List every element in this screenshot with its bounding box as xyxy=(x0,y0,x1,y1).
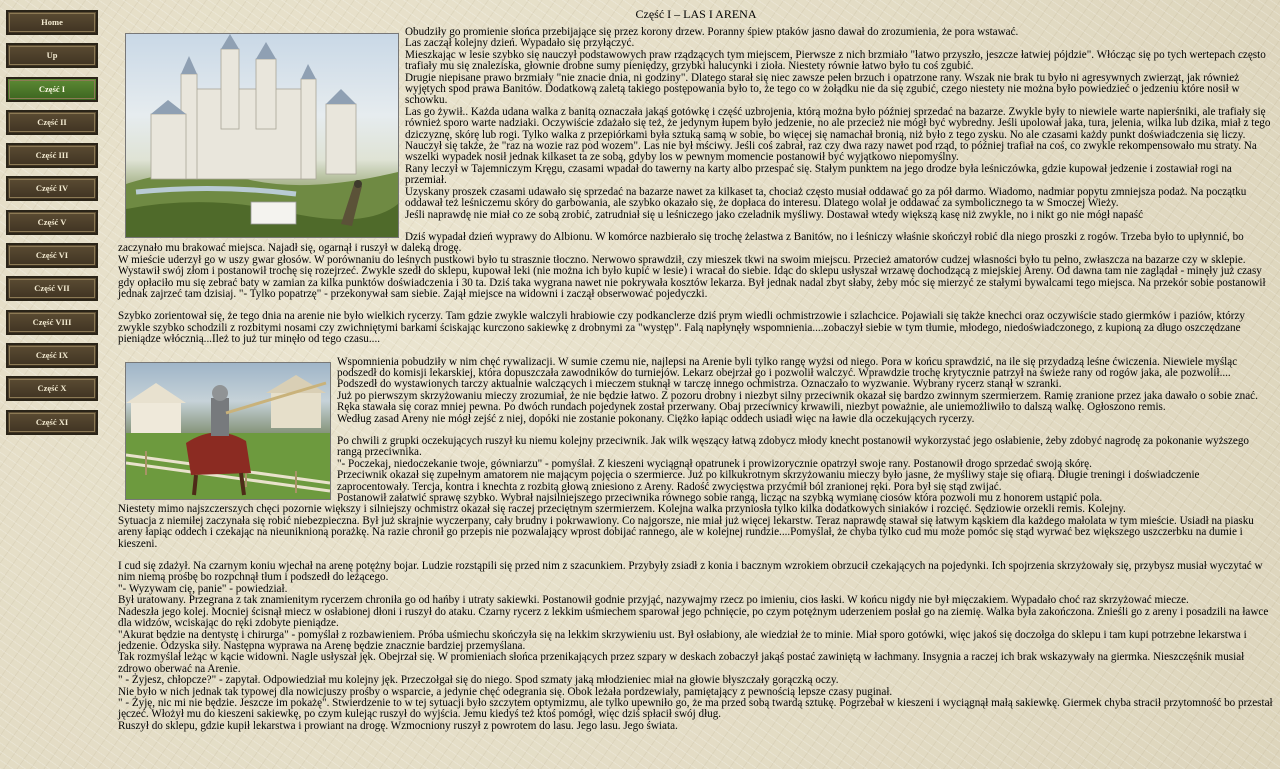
nav-home-button[interactable]: Home xyxy=(6,10,98,35)
nav-part-3-button[interactable]: Część III xyxy=(6,143,98,168)
castle-illustration xyxy=(125,33,399,238)
article-line: Mieszkając w lesie szybko się nauczył podstawowych praw rządzących tym miejscem, Pierwsze z nich brzmiało "łatwo przyszło, jeszcze łatwiej pójdzie". Włócząc się po tych wertepach często trafiały mu się znaleziska, głownie drobne sumy pieniędzy, grzybki halucynki i zioła. Niestety równie łatwo było tu coś zgubić. xyxy=(405,48,1266,73)
nav-part-7-button[interactable]: Część VII xyxy=(6,276,98,301)
nav-part-9-button[interactable]: Część IX xyxy=(6,343,98,368)
article-line: I cud się zdażył. Na czarnym koniu wjechał na arenę potężny bojar. Ludzie rozstąpili się przed nim z szacunkiem. Przybyły zsiadł z konia i bacznym wzrokiem obrzucił czekających na pojedynki. Ich spojrzenia skrzyżowały się, przybysz musiał wyczytać w nim niemą prośbę bo rozpchnął tłum i podszedł do leżącego. xyxy=(118,560,1263,584)
article-line: Według zasad Areny nie mógł zejść z niej, dopóki nie zostanie pokonany. Ciężko łapiąc oddech usiadł więc na ławie dla oczekujących rycerzy. xyxy=(337,412,975,425)
sidebar-nav xyxy=(6,10,98,443)
nav-part-11-button[interactable]: Część XI xyxy=(6,410,98,435)
article-line: Niestety mimo najszczerszych chęci pozornie większy i silniejszy ochmistrz okazał się raczej przeciętnym szermierzem. Kolejna walka przyniosła tylko kilka dodatkowych siniaków i rozcięć. Sędziowie orzekli remis. Kolejny. xyxy=(118,503,1126,516)
article-line: " - Żyjesz, chłopcze?" - zapytał. Odpowiedział mu kolejny jęk. Przeczołgał się do niego. Spod szmaty jaką młodzieniec miał na głowie błyszczały gorączką oczy. xyxy=(118,674,839,687)
article-line: Rany leczył w Tajemniczym Kręgu, czasami wpadał do tawerny na karty albo przespać się. Stałym punktem na jego drodze była leśniczówka, gdzie kupował jedzenie i zostawiał rogi na przemiał. xyxy=(405,162,1232,187)
article-line: Nadeszła jego kolej. Mocniej ścisnął miecz w osłabionej dłoni i ruszył do ataku. Czarny rycerz z lekkim uśmiechem sparował jego pchnięcie, po czym potężnym uderzeniem posłał go na ziemię. Walka była zakończona. Znieśli go z areny i posadzili na ławce dla widzów, wciskając do ręki zdobyte pieniądze. xyxy=(118,605,1269,630)
article-block-3 xyxy=(118,311,1274,345)
article-line: Już po pierwszym skrzyżowaniu mieczy zrozumiał, że nie będzie łatwo. Z pozoru drobny i niezbyt silny przeciwnik okazał się bardzo zwinnym szermierzem. Ramię zranione przez jaka dawało o sobie znać. Ręka stawała się coraz mniej pewna. Po dwóch rundach pojedynek został przerwany. Obaj przeciwnicy krwawili, niezbyt poważnie, ale uniemożliwiło to dalszą walkę. Ogłoszono remis. xyxy=(337,389,1258,414)
article-line: "- Wyzywam cię, panie" - powiedział. xyxy=(118,582,288,595)
article-line: Obudziły go promienie słońca przebijające się przez korony drzew. Poranny śpiew ptaków jasno dawał do zrozumienia, że pora wstawać. xyxy=(405,26,1019,38)
article-line: Nauczył się także, że "raz na wozie raz pod wozem". Las nie był mściwy. Jeśli coś zabrał, raz czy dwa razy nawet pod rząd, to później trafiał na coś, co zwykle rekompensowało mu straty. Na wszelki wypadek nosił jednak kilkaset ta ze sobą, gdyby los w pewnym momencie postanowił być wyjątkowo niepomyślny. xyxy=(405,140,1257,164)
article-line: Był uratowany. Przegrana z tak znamienitym rycerzem chroniła go od hańby i utraty sakiewki. Postanowił godnie przyjąć, nazywajmy rzecz po imieniu, cios łaski. W końcu nigdy nie był mięczakiem. Wypadało choć raz skrzyżować miecze. xyxy=(118,594,1189,607)
nav-part-10-button[interactable]: Część X xyxy=(6,376,98,401)
article-block-6 xyxy=(118,561,1274,732)
nav-part-8-button[interactable]: Część VIII xyxy=(6,310,98,335)
nav-part-6-button[interactable]: Część VI xyxy=(6,243,98,268)
nav-part-2-button[interactable]: Część II xyxy=(6,110,98,135)
page-title: Część I – LAS I ARENA xyxy=(635,7,757,21)
article-line: Wspomnienia pobudziły w nim chęć rywalizacji. W sumie czemu nie, najlepsi na Arenie byli tylko rangę wyżsi od niego. Pora w końcu sprawdzić, na ile się przydadzą leśne ćwiczenia. Niewiele myśląc podszedł do komisji lekarskiej, która dopuszczała zawodników do turniejów. Lekarz obejrzał go i pozwolił walczyć. Wprawdzie trochę krytycznie patrzył na świeże rany od rogów jaka, ale pozwolił.... xyxy=(337,355,1238,379)
article-line: W mieście uderzył go w uszy gwar głosów. W porównaniu do leśnych pustkowi było tu strasznie tłoczno. Nerwowo sprawdził, czy mieszek tkwi na swoim miejscu. Przecież amatorów cudzej własności było tu pełno, zwłaszcza na bazarze czy w sklepie. xyxy=(118,253,1246,266)
article-block-4-wrap xyxy=(118,357,1274,551)
article-block-2 xyxy=(118,232,1274,300)
article-line: Dziś wypadał dzień wyprawy do Albionu. W komórce nazbierało się trochę żelastwa z Banitów, no i leśniczy właśnie skończył robić dla niego proszki z rogów. Trzeba było to upłynnić, bo zaczynało mu brakować miejsca. Najadł się, ogarnął i ruszył w daleką drogę. xyxy=(118,230,1244,255)
article-line: Podszedł do wystawionych tarczy aktualnie walczących i mieczem stuknął w tarczę innego ochmistrza. Oznaczało to wyzwanie. Wybrany rycerz stanął w szranki. xyxy=(337,378,1062,391)
article-line: " - Żyję, nic mi nie będzie. Jeszcze im pokażę". Stwierdzenie to w tej sytuacji było szczytem optymizmu, ale tylko upewniło go, że ma przed sobą twardą sztukę. Pogrzebał w kieszeni i wyciągnął małą sakiewkę. Giermek chyba stracił przytomność bo przestał jęczeć. Włożył mu do kieszeni sakiewkę, po czym kulejąc ruszył do wyjścia. Jemu kiedyś też ktoś pomógł, więc dziś spłacił swój dług. xyxy=(118,696,1273,721)
article-line: "Akurat będzie na dentystę i chirurga" - pomyślał z rozbawieniem. Próba uśmiechu skończyła się na lekkim skrzywieniu ust. Był osłabiony, ale wiedział że to minie. Miał sporo gotówki, więc jakoś się doczołga do sklepu i tam kupi potrzebne lekarstwa i jedzenie. Odzyska siły. Następna wyprawa na Arenę będzie znacznie bardziej przemyślana. xyxy=(118,628,1247,652)
article-line: Po chwili z grupki oczekujących ruszył ku niemu kolejny przeciwnik. Jak wilk węszący łatwą zdobycz młody knecht postanowił wykorzystać jego osłabienie, żeby zdobyć nagrodę za pokonanie wyższego rangą przeciwnika. xyxy=(337,435,1250,459)
article-line: Uzyskany proszek czasami udawało się sprzedać na bazarze nawet za kilkaset ta, chociaż często musiał oddawać go za pół darmo. Wiadomo, nadmiar popytu zmniejsza podaż. Na początku oddawał też leśniczemu skóry do garbowania, ale szybko okazało się, że dopłaca do interesu. Dlatego wolał je oddawać za symbolicznego ta w Smoczej Wieży. xyxy=(405,185,1247,210)
article-line: "- Poczekaj, niedoczekanie twoje, gówniarzu" - pomyślał. Z kieszeni wyciągnął opatrunek i prowizorycznie opatrzył swoje rany. Postanowił drogo sprzedać swoją skórę. xyxy=(337,457,1092,470)
article-line: Szybko zorientował się, że tego dnia na arenie nie było wielkich rycerzy. Tam gdzie zwykle walczyli hrabiowie czy podkanclerze dziś prym wiedli ochmistrzowie i szlachcice. Pojawiali się także knechci oraz oczywiście stado giermków i paziów, którzy zwykle szybko schodzili z rozbitymi nosami czy zwichniętymi barkami ściskając kurczono sakiewkę z drobnymi za "występ". Falą napłynęły wspomnienia....zobaczył siebie w tym tłumie, młodego, niedoświadczonego, z kupioną za długo oszczędzane pieniądze włócznią...Ileż to już tur minęło od tego czasu.... xyxy=(118,310,1245,346)
article-line: Drugie niepisane prawo brzmiały "nie znacie dnia, ni godziny". Dlatego starał się niec zawsze pełen brzuch i opatrzone rany. Wszak nie brak tu było ni agresywnych zwierząt, jak również wyjętych spod prawa Banitów. Dodatkową zaletą takiego postępowania było to, że tego co w żołądku nie da się zgubić, czego niestety nie można było powiedzieć o jedzeniu które nosił w schowku. xyxy=(405,71,1240,107)
nav-part-5-button[interactable]: Część V xyxy=(6,210,98,235)
nav-part-1-button[interactable]: Część I xyxy=(6,77,98,102)
article-line: Postanowił załatwić sprawę szybko. Wybrał najsilniejszego przeciwnika równego sobie rangą, licząc na szybką wymianę ciosów która pozwoli mu z honorem ustąpić pola. xyxy=(337,492,1103,505)
article-line: Przeciwnik okazał się zupełnym amatorem nie mającym pojęcia o szermierce. Już po kilkukrotnym skrzyżowaniu mieczy było jasne, że myśliwy staje się ofiarą. Długie treningi i doświadczenie zaprocentowały. Tercja, kontra i knechta z rozbitą głową zniesiono z Areny. Radość zwycięstwa przyćmił ból zranionej ręki. Pora był się stąd zwijać. xyxy=(337,469,1200,493)
article-line: Wystawił swój złom i postanowił trochę się rozejrzeć. Zwykle szedł do sklepu, kupował leki (nie można ich było kupić w lesie) i wracał do siebie. Idąc do sklepu usłyszał wrzawę dochodzącą z miejskiej Areny. Od dawna tam nie zaglądał - minęły już czasy gdy opłaciło mu się zebrać baty w zamian za kilka punktów doświadczenia i 30 ta. Dziś taka wygrana nawet nie pokrywała kosztów lekarza. Był jednak nadal zbyt słaby, żeby móc się mierzyć ze stałymi bywalcami tego miejsca. Na przekór sobie postanowił jednak zajrzeć tam dzisiaj. "- Tylko popatrzę" - przekonywał sam siebie. Zajął miejsce na widowni i zaczął obserwować pojedyczki. xyxy=(118,265,1266,300)
nav-part-4-button[interactable]: Część IV xyxy=(6,176,98,201)
article-line: Nie było w nich jednak tak typowej dla nowicjuszy prośby o wsparcie, a jedynie chęć odegrania się. Obok leżała pordzewiały, pamiętający z pewnością lepsze czasy puginał. xyxy=(118,685,893,698)
article-line: Sytuacja z niemiłej zaczynała się robić niebezpieczna. Był już skrajnie wyczerpany, cały brudny i pokrwawiony. Co najgorsze, nie miał już więcej lekarstw. Teraz naprawdę stawał się łatwym kąskiem dla każdego małolata w tym mieście. Usiadł na piasku areny łapiąc oddech i czekając na nieuniknioną porażkę. Na razie chronił go przepis nie pozwalający wprost dobijać rannego, ale w kolejnej rundzie....Pomyślał, że chyba tylko cud mu może pomóc się stąd wyrwać bez większego uszczerbku na dumie i kieszeni. xyxy=(118,514,1254,550)
jousting-illustration xyxy=(125,362,331,500)
article-line: Las zaczął kolejny dzień. Wypadało się przyłączyć. xyxy=(405,37,635,50)
article-line: Tak rozmyślał leżąc w kącie widowni. Nagle usłyszał jęk. Obejrzał się. W promieniach słońca przenikających przez szpary w deskach zobaczył jakąś postać zawiniętą w łachmany. Insygnia a raczej ich brak wskazywały na giermka. Nieszczęśnik musiał zdrowo oberwać na Arenie. xyxy=(118,651,1245,675)
article-line: Jeśli naprawdę nie miał co ze sobą zrobić, zatrudniał się u leśniczego jako czeladnik myśliwy. Dostawał wtedy większą kasę niż zwykle, no i nikt go nie mógł napaść xyxy=(405,208,1144,221)
article-line: Ruszył do sklepu, gdzie kupił lekarstwa i prowiant na drogę. Wzmocniony ruszył z powrotem do lasu. Jego lasu. Jego świata. xyxy=(118,719,678,732)
article xyxy=(118,7,1274,732)
article-line: Las go żywił.. Każda udana walka z banitą oznaczała jakąś gotówkę i część uzbrojenia, którą można było później sprzedać na bazarze. Zwykle były to niewiele warte napierśniki, ale trafiały się również sporo warte nadziaki. Oczywiście zdażało się też, że jedynym łupem było jedzenie, no ale przecież nie mógł być wybredny. Jeśli upolował jaka, tura, jelenia, wilka lub dzika, miał z tego dziczyznę, skórę lub rogi. Tylko walka z przepiórkami była sztuką samą w sobie, bo więcej się namachał bronią, niż było z tego zysku. No ale czasami każdy punkt doświadczenia się liczy. xyxy=(405,105,1271,141)
nav-up-button[interactable]: Up xyxy=(6,43,98,68)
